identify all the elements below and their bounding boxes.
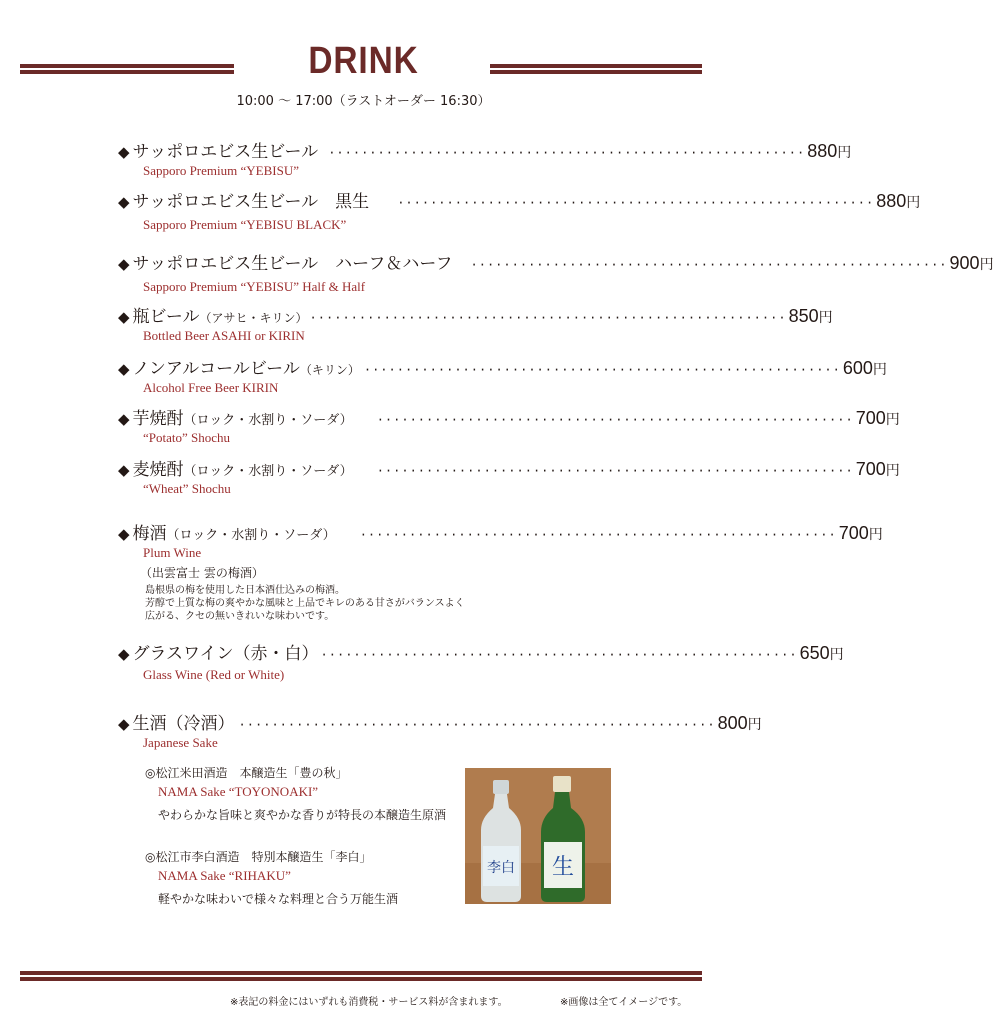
yen-unit: 円 [837,145,852,161]
diamond-icon: ◆ [118,525,130,543]
item-name: サッポロエビス生ビール ハーフ＆ハーフ [132,254,453,274]
leader-dots: ·························································· [238,718,716,732]
diamond-icon: ◆ [118,308,130,326]
plum-note-line: 広がる、クセの無いきれいな味わいです。 [145,611,335,622]
leader-dots: ·························································· [309,311,787,325]
bottle-label-nama: 生 [551,855,575,880]
yen-unit: 円 [747,717,762,733]
item-price: 880 [876,191,907,211]
menu-item [118,302,833,344]
leader-dots: ·························································· [359,528,837,542]
item-name: 梅酒 [132,524,167,544]
diamond-icon: ◆ [118,645,130,663]
menu-item [118,455,900,497]
menu-item [118,639,844,683]
plum-wine-description [145,584,465,623]
leader-dots: ·························································· [328,146,806,160]
item-price: 700 [838,523,869,543]
item-english: Alcohol Free Beer KIRIN [143,380,279,395]
item-english: Japanese Sake [143,735,218,750]
item-name: ノンアルコールビール [132,359,300,379]
leader-dots: ·························································· [320,648,798,662]
yen-unit: 円 [979,257,994,273]
item-price: 650 [799,643,830,663]
leader-dots: ·························································· [470,258,948,272]
plum-note-line: 島根県の梅を使用した日本酒仕込みの梅酒。 [145,585,345,596]
plum-wine-brand: （出雲富士 雲の梅酒） [140,566,264,580]
item-name: 麦焼酎 [132,460,184,480]
item-price: 800 [717,713,748,733]
item-english: “Wheat” Shochu [143,481,231,496]
item-sub: （ロック・水割り・ソーダ） [166,528,336,543]
yen-unit: 円 [872,362,887,378]
leader-dots: ·························································· [363,363,841,377]
page-title: DRINK [308,40,419,82]
item-name: 芋焼酎 [132,409,184,429]
item-english: Bottled Beer ASAHI or KIRIN [143,328,305,343]
diamond-icon: ◆ [118,193,130,211]
leader-dots: ·························································· [376,413,854,427]
item-price: 900 [949,253,980,273]
footer-rule [20,971,702,981]
menu-item [118,519,883,561]
item-english: “Potato” Shochu [143,430,231,445]
item-sub: （ロック・水割り・ソーダ） [183,413,353,428]
plum-note-line: 芳醇で上質な梅の爽やかな風味と上品でキレのある甘さがバランスよく [145,598,465,609]
yen-unit: 円 [885,463,900,479]
item-sub: （キリン） [299,363,360,377]
sake-description: 軽やかな味わいで様々な料理と合う万能生酒 [158,892,399,906]
menu-item [118,187,921,233]
tax-note: ※表記の料金にはいずれも消費税・サービス料が含まれます。 [230,997,508,1008]
item-price: 700 [855,408,886,428]
item-sub: （ロック・水割り・ソーダ） [183,464,353,479]
diamond-icon: ◆ [118,255,130,273]
diamond-icon: ◆ [118,143,130,161]
item-english: Sapporo Premium “YEBISU” Half & Half [143,279,366,294]
item-english: Sapporo Premium “YEBISU” [143,163,299,178]
yen-unit: 円 [829,647,844,663]
sake-description: やわらかな旨味と爽やかな香りが特長の本醸造生原酒 [158,808,447,822]
diamond-icon: ◆ [118,410,130,428]
diamond-icon: ◆ [118,461,130,479]
item-english: Plum Wine [143,545,202,560]
item-english: Glass Wine (Red or White) [143,667,285,682]
item-english: Sapporo Premium “YEBISU BLACK” [143,217,347,232]
item-name: サッポロエビス生ビール 黒生 [132,192,370,212]
item-price: 700 [855,459,886,479]
menu-item [118,354,887,396]
yen-unit: 円 [868,527,883,543]
sake-english: NAMA Sake “RIHAKU” [158,868,291,883]
item-price: 880 [807,141,838,161]
menu-item [118,137,852,179]
sake-bottles-photo [465,768,611,904]
menu-item [118,404,900,446]
yen-unit: 円 [906,195,921,211]
sake-maker: ◎松江米田酒造 本醸造生「豊の秋」 [145,766,348,780]
menu-item [118,249,994,295]
item-sub: （アサヒ・キリン） [199,311,308,325]
diamond-icon: ◆ [118,360,130,378]
leader-dots: ·························································· [376,464,854,478]
menu-item [118,709,762,751]
sake-maker: ◎松江市李白酒造 特別本醸造生「李白」 [145,850,372,864]
sake-bottles-illustration [465,768,611,904]
item-price: 600 [842,358,873,378]
bottle-label-rihaku: 李白 [487,860,515,876]
image-note: ※画像は全てイメージです。 [560,997,688,1008]
item-name: 生酒（冷酒） [132,714,235,734]
yen-unit: 円 [885,412,900,428]
item-name: グラスワイン（赤・白） [132,644,319,664]
item-name: サッポロエビス生ビール [132,142,319,162]
opening-hours: 10:00 ～ 17:00（ラストオーダー 16:30） [236,94,491,109]
leader-dots: ·························································· [397,196,875,210]
sake-english: NAMA Sake “TOYONOAKI” [158,784,319,799]
yen-unit: 円 [818,310,833,326]
item-price: 850 [788,306,819,326]
item-name: 瓶ビール [132,307,200,327]
diamond-icon: ◆ [118,715,130,733]
